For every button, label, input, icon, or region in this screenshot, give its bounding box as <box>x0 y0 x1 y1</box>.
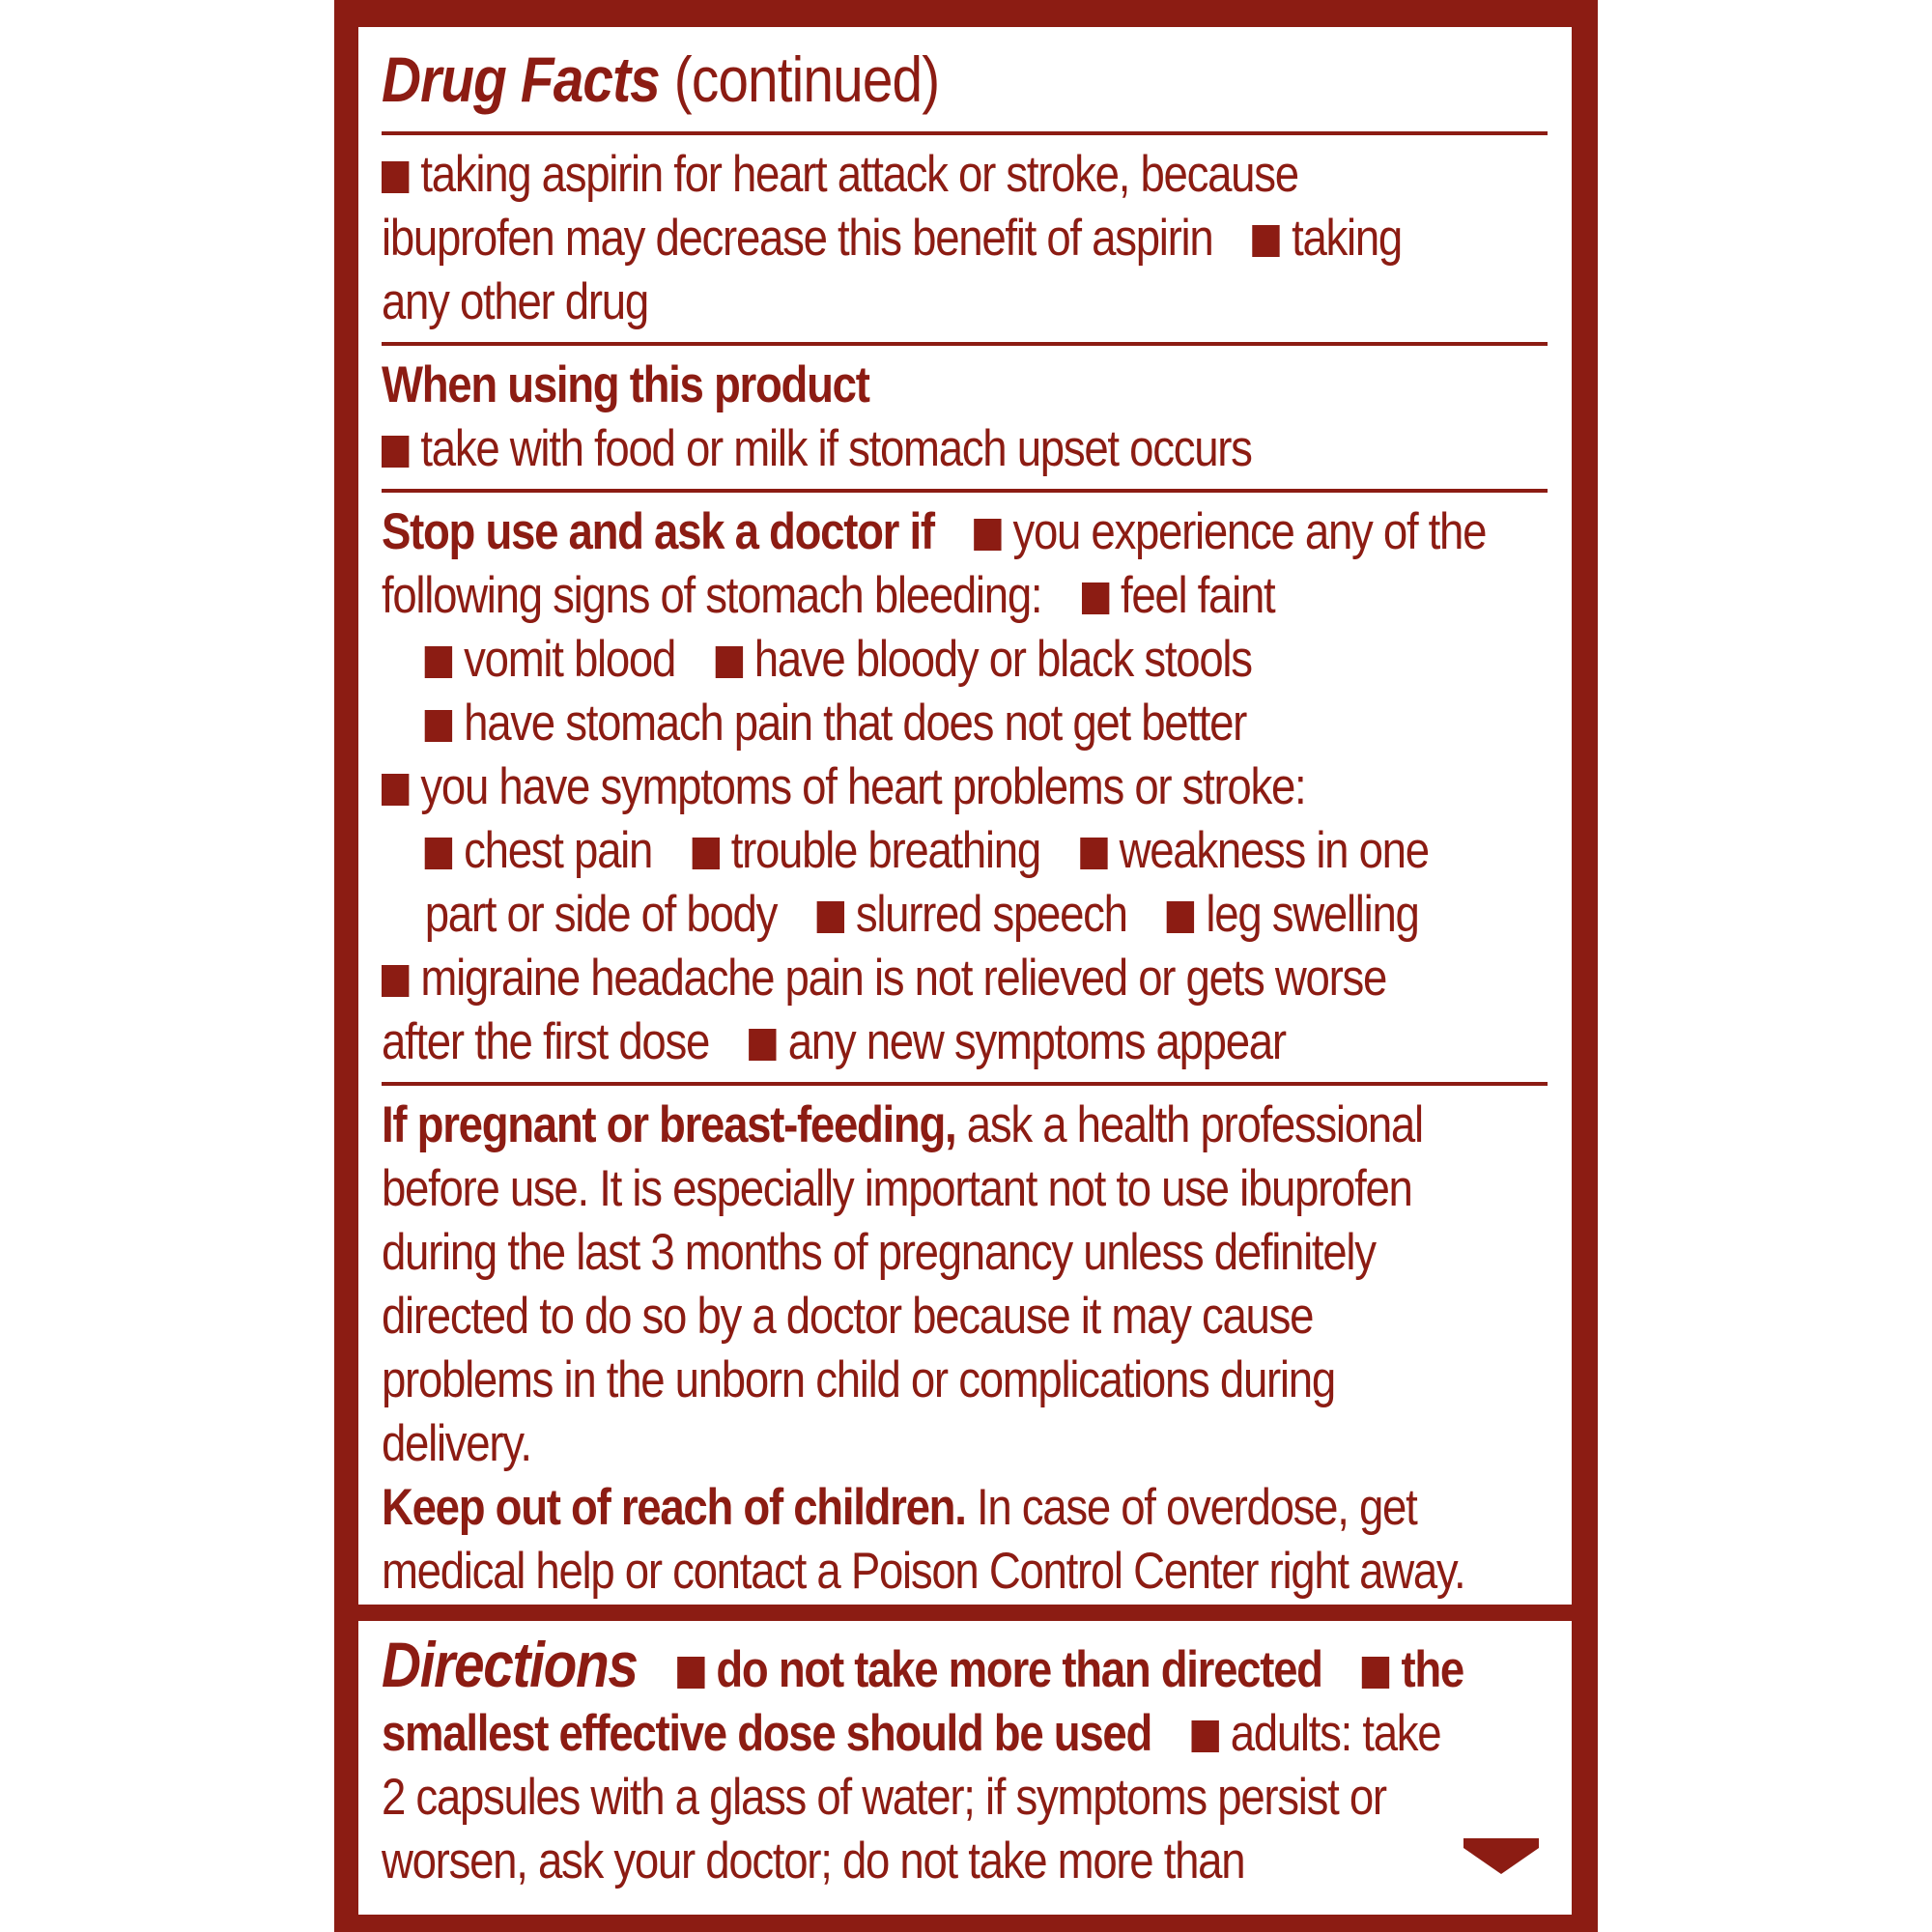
warning-text: leg swelling <box>1206 886 1419 943</box>
directions-section <box>382 1621 1543 1901</box>
stop-use-section <box>382 493 1543 1082</box>
bullet-icon <box>816 901 843 933</box>
bullet-icon <box>425 710 452 742</box>
bullet-icon <box>382 965 409 997</box>
warning-text: medical help or contact a Poison Control Center right away. <box>382 1543 1465 1600</box>
warning-text: directed to do so by a doctor because it may cause <box>382 1288 1314 1345</box>
warning-text: before use. It is especially important not to use ibuprofen <box>382 1160 1412 1217</box>
warning-text: taking aspirin for heart attack or stroke, because <box>420 146 1298 203</box>
warning-text: slurred speech <box>855 886 1127 943</box>
section-heading: Stop use and ask a doctor if <box>382 503 934 560</box>
bullet-icon <box>1080 838 1107 869</box>
direction-text: smallest effective dose should be used <box>382 1705 1152 1762</box>
bullet-icon <box>1167 901 1194 933</box>
warning-text: any other drug <box>382 273 648 330</box>
warning-text: after the first dose <box>382 1013 710 1070</box>
direction-text: adults: take <box>1230 1705 1441 1762</box>
warning-text: chest pain <box>464 822 653 879</box>
warning-text: ask a health professional <box>966 1096 1423 1153</box>
bullet-icon <box>715 646 742 678</box>
directions-panel <box>358 1621 1572 1915</box>
direction-text: do not take more than directed <box>716 1641 1322 1698</box>
warning-text: part or side of body <box>424 886 778 943</box>
bullet-icon <box>382 161 409 193</box>
warning-text: weakness in one <box>1119 822 1429 879</box>
direction-text: 2 capsules with a glass of water; if symptoms persist or <box>382 1769 1386 1826</box>
bullet-icon <box>974 519 1001 551</box>
bullet-icon <box>677 1657 704 1689</box>
warning-text: delivery. <box>382 1415 531 1472</box>
section-heading: If pregnant or breast-feeding, <box>382 1096 956 1153</box>
warning-text: have stomach pain that does not get better <box>464 695 1247 752</box>
bullet-icon <box>1253 225 1280 257</box>
section-heading: Keep out of reach of children. <box>382 1479 966 1536</box>
warning-text: In case of overdose, get <box>976 1479 1417 1536</box>
title-bold: Drug Facts <box>382 43 660 115</box>
when-using-section <box>382 346 1543 489</box>
interaction-warnings-section <box>382 135 1543 342</box>
direction-text: worsen, ask your doctor; do not take more than <box>382 1833 1245 1889</box>
bullet-icon <box>692 838 719 869</box>
warning-text: feel faint <box>1120 567 1275 624</box>
bullet-icon <box>1191 1720 1218 1752</box>
warning-text: migraine headache pain is not relieved or gets worse <box>420 950 1387 1007</box>
section-heading: When using this product <box>382 356 869 413</box>
title-continued: (continued) <box>673 43 940 115</box>
warning-text: have bloody or black stools <box>753 631 1252 688</box>
bullet-icon <box>382 774 409 806</box>
down-arrow-icon <box>1463 1848 1539 1874</box>
warning-text: ibuprofen may decrease this benefit of aspirin <box>382 210 1213 267</box>
warning-text: during the last 3 months of pregnancy unless definitely <box>382 1224 1376 1281</box>
warning-text: any new symptoms appear <box>787 1013 1286 1070</box>
panel-title <box>382 27 1543 131</box>
warning-text: you experience any of the <box>1012 503 1487 560</box>
warning-text: trouble breathing <box>730 822 1040 879</box>
bullet-icon <box>425 646 452 678</box>
warning-text: problems in the unborn child or complications during <box>382 1351 1335 1408</box>
warning-text: take with food or milk if stomach upset occurs <box>420 420 1252 477</box>
drug-facts-label <box>334 0 1598 1932</box>
warning-text: following signs of stomach bleeding: <box>382 567 1042 624</box>
warning-text: taking <box>1292 210 1402 267</box>
bullet-icon <box>749 1029 776 1061</box>
directions-title: Directions <box>382 1629 638 1700</box>
warning-text: vomit blood <box>464 631 676 688</box>
drug-facts-panel <box>358 27 1572 1605</box>
bullet-icon <box>425 838 452 869</box>
bullet-icon <box>1082 582 1109 614</box>
bullet-icon <box>1362 1657 1389 1689</box>
pregnancy-section <box>382 1086 1543 1611</box>
bullet-icon <box>382 436 409 468</box>
warning-text: you have symptoms of heart problems or stroke: <box>420 758 1306 815</box>
direction-text: the <box>1401 1641 1463 1698</box>
